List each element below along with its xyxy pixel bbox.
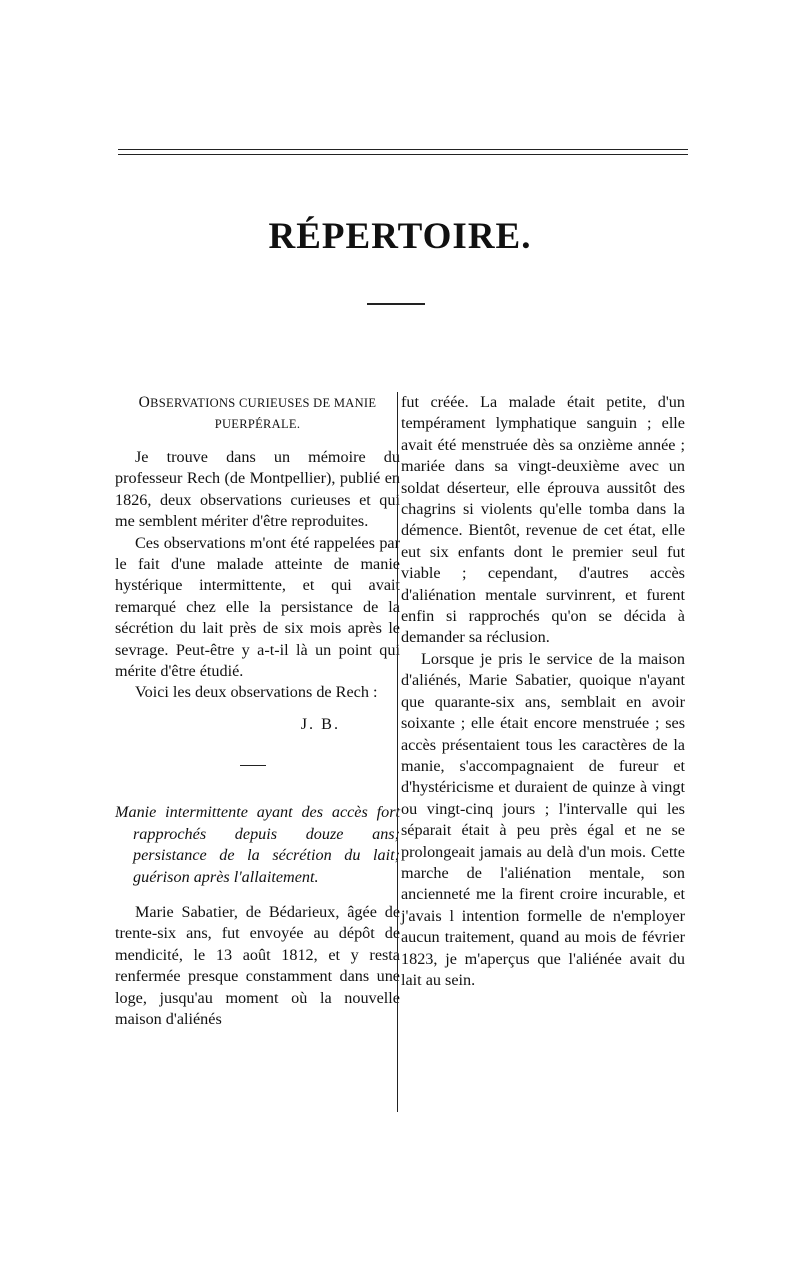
right-paragraph-2: Lorsque je pris le service de la maison d'aliénés, Marie Sabatier, quoique n'ayant que quarante-six ans, semblait en avoir soixante ; elle était encore menstruée ; ses accès présentaient tous les caractères de la manie, s'accompagnaient de fureur et d'hystéricisme et duraient de quinze à vingt ou vingt-cinq jours ; l'intervalle qui les séparait était à peu près égal et ne se prolongeait jamais au delà d'un mois. Cette marche de l'aliénation mentale, son ancienneté me la firent croire incurable, et j'avais l intention formelle de n'employer aucun traitement, quand au mois de février 1823, je m'aperçus que l'aliénée avait du lait au sein.: [401, 649, 685, 989]
top-rule-1: [118, 149, 688, 150]
left-paragraph-4: Marie Sabatier, de Bédarieux, âgée de trente-six ans, fut envoyée au dépôt de mendicité, le 13 août 1812, et y resta renfermée presque constamment dans une loge, jusqu'au moment où la nouvelle maison d'aliénés: [115, 902, 400, 1028]
left-paragraph-2: Ces observations m'ont été rappelées par le fait d'une malade atteinte de manie hystérique intermittente, et qui avait remarqué chez elle la persistance de la sécrétion du lait près de six mois après le sevrage. Peut-être y a-t-il là un point qui mérite d'être étudié.: [115, 533, 400, 681]
observation-title: Manie intermittente ayant des accès fort rapprochés depuis douze ans; persistance de la sécrétion du lait; guérison après l'allaitement.: [115, 803, 400, 886]
article-heading: OBSERVATIONS CURIEUSES DE MANIE PUERPÉRALE.: [138, 394, 377, 431]
left-paragraph-3: Voici les deux observations de Rech :: [135, 683, 378, 702]
left-column: [115, 392, 400, 1030]
signature: J. B.: [300, 714, 340, 733]
left-paragraph-1: Je trouve dans un mémoire du professeur Rech (de Montpellier), publié en 1826, deux observations curieuses et qui me semblent mériter d'être reproduites.: [115, 448, 400, 531]
column-divider: [397, 392, 398, 1112]
right-paragraph-1: fut créée. La malade était petite, d'un tempérament lymphatique sanguin ; elle avait été menstruée dès sa onzième année ; mariée dans sa vingt-deuxième avec un soldat déserteur, elle éprouva aussitôt des chagrins si violents qu'elle tomba dans la démence. Bientôt, revenue de cet état, elle eut six enfants dont le premier seul fut viable ; cependant, d'autres accès d'aliénation mentale survinrent, et furent enfin si rapprochés qu'on se décida à demander sa réclusion.: [401, 393, 685, 647]
right-column: [401, 392, 685, 991]
title-rule: [367, 303, 425, 305]
top-rule-2: [118, 154, 688, 155]
page-title: RÉPERTOIRE.: [268, 216, 532, 257]
section-rule: [240, 765, 266, 766]
